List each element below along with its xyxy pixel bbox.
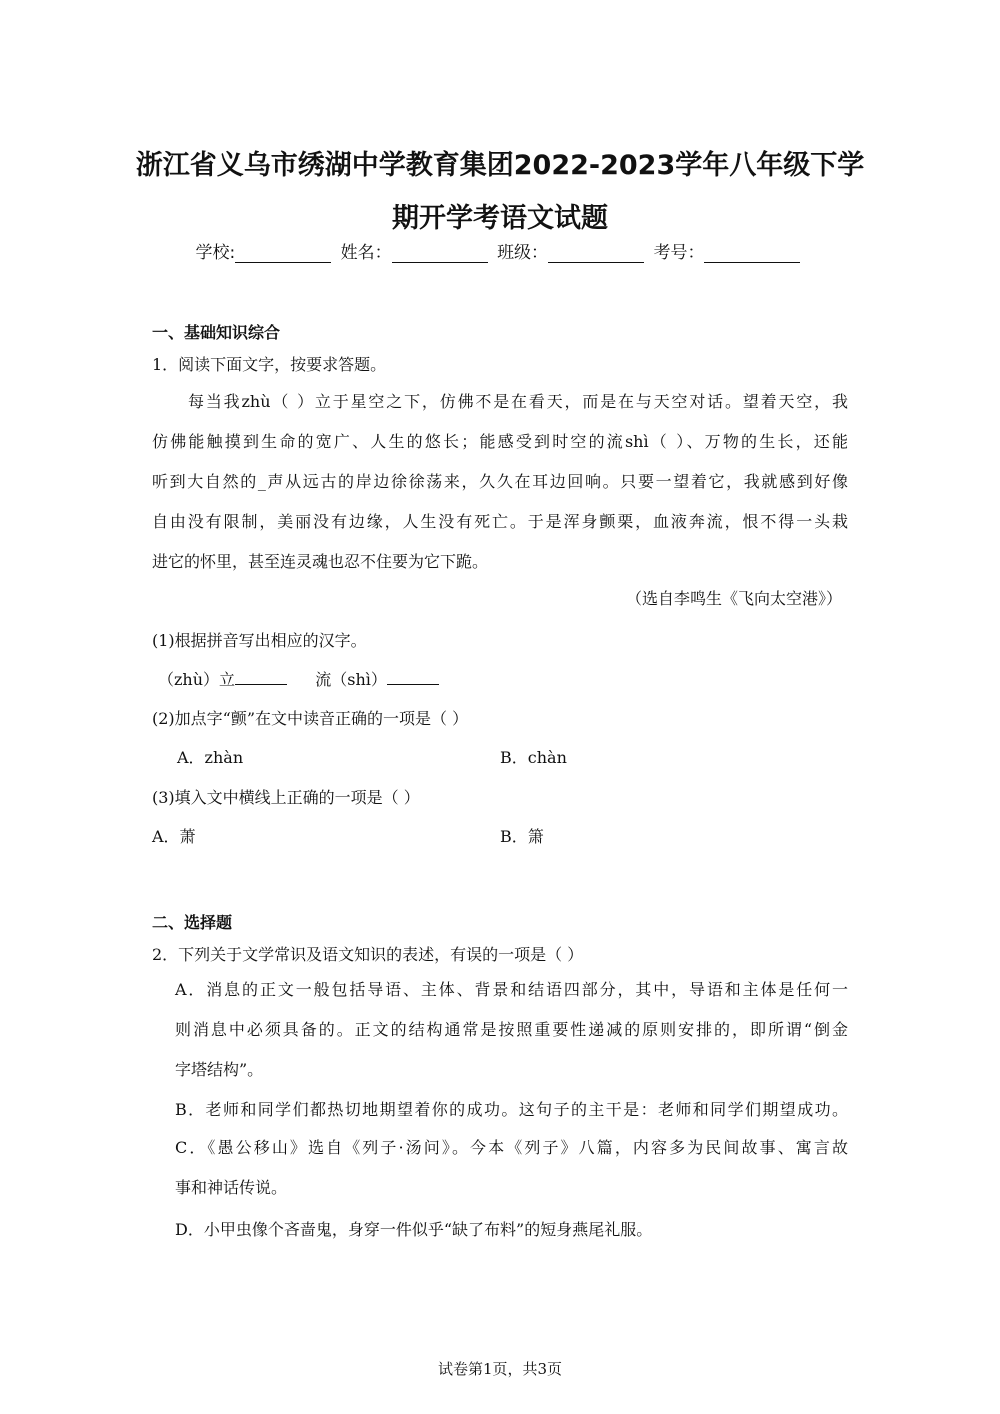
passage-source: （选自李鸣生《飞向太空港》） <box>625 589 842 608</box>
section-1-heading: 一、基础知识综合 <box>152 323 281 342</box>
question-2-option-b[interactable] <box>175 1090 848 1130</box>
passage-line: 自由没有限制，美丽没有边缘，人生没有死亡。于是浑身颤栗，血液奔流，恨不得一头栽 <box>152 512 848 531</box>
answer-shi-label: 流（shì） <box>315 670 387 689</box>
passage-line: 听到大自然的_声从远古的岸边徐徐荡来，久久在耳边回响。只要一望着它，我就感到好像 <box>152 472 848 491</box>
question-2-option-d[interactable] <box>175 1210 848 1250</box>
sub-question-2-option-b[interactable]: B．chàn <box>500 748 567 767</box>
option-b-line: B．老师和同学们都热切地期望着你的成功。这句子的主干是：老师和同学们期望成功。 <box>175 1100 848 1119</box>
class-blank[interactable] <box>548 244 644 263</box>
sub-question-2-option-a[interactable]: A．zhàn <box>177 748 244 767</box>
answer-zhu-blank[interactable] <box>235 668 287 685</box>
question-2-option-a[interactable] <box>175 970 848 1090</box>
student-info-row <box>0 238 1000 263</box>
name-label: 姓名： <box>340 243 392 263</box>
option-a-line: 则消息中必须具备的。正文的结构通常是按照重要性递减的原则安排的，即所谓“倒金 <box>175 1020 848 1039</box>
number-blank[interactable] <box>704 244 800 263</box>
section-2-heading: 二、选择题 <box>152 913 233 932</box>
class-label: 班级： <box>497 243 549 263</box>
title-line-1: 浙江省义乌市绣湖中学教育集团2022-2023学年八年级下学 <box>135 150 865 181</box>
answer-shi-blank[interactable] <box>387 668 439 685</box>
passage-line: 仿佛能触摸到生命的宽广、人生的悠长；能感受到时空的流shì（ ）、万物的生长，还能 <box>152 432 848 451</box>
option-a-line: 字塔结构”。 <box>175 1060 264 1079</box>
sub-question-3-option-a[interactable]: A．萧 <box>152 827 196 846</box>
number-label: 考号： <box>653 243 705 263</box>
school-label: 学校: <box>195 243 236 263</box>
option-c-line: 事和神话传说。 <box>175 1178 288 1197</box>
sub-question-2: (2)加点字“颤”在文中读音正确的一项是（ ） <box>152 709 469 728</box>
sub-question-3: (3)填入文中横线上正确的一项是（ ） <box>152 788 420 807</box>
question-1-stem: 1．阅读下面文字，按要求答题。 <box>152 355 387 374</box>
sub-question-1: (1)根据拼音写出相应的汉字。 <box>152 631 367 650</box>
school-blank[interactable] <box>235 244 331 263</box>
passage-line: 进它的怀里，甚至连灵魂也忍不住要为它下跪。 <box>152 552 489 571</box>
option-a-line: A．消息的正文一般包括导语、主体、背景和结语四部分，其中，导语和主体是任何一 <box>175 980 848 999</box>
sub-question-3-option-b[interactable]: B．箫 <box>500 827 544 846</box>
question-2-option-c[interactable] <box>175 1128 848 1208</box>
option-d-line: D．小甲虫像个吝啬鬼，身穿一件似乎“缺了布料”的短身燕尾礼服。 <box>175 1220 653 1239</box>
name-blank[interactable] <box>392 244 488 263</box>
question-2-stem: 2．下列关于文学常识及语文知识的表述，有误的一项是（ ） <box>152 945 584 964</box>
page-footer: 试卷第1页，共3页 <box>437 1360 563 1378</box>
sub-question-1-answers <box>158 667 439 690</box>
title-line-2: 期开学考语文试题 <box>392 203 608 234</box>
passage-line: 每当我zhù（ ）立于星空之下，仿佛不是在看天，而是在与天空对话。望着天空，我 <box>188 392 848 411</box>
option-c-line: C．《愚公移山》选自《列子·汤问》。今本《列子》八篇，内容多为民间故事、寓言故 <box>175 1138 848 1157</box>
answer-zhu-label: （zhù）立 <box>158 670 236 689</box>
reading-passage <box>152 382 848 582</box>
